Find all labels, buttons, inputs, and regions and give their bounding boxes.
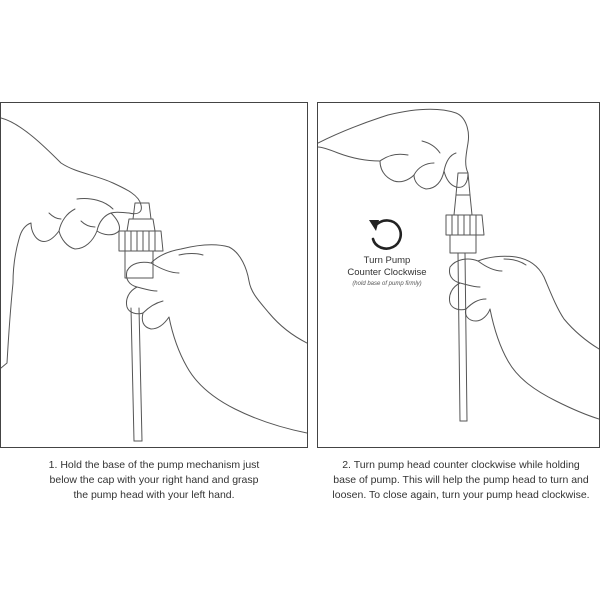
pump-cap — [119, 203, 163, 278]
rotate-label-line-2: Counter Clockwise — [347, 267, 427, 278]
dip-tube — [458, 253, 467, 421]
counter-clockwise-arrow-icon — [365, 214, 407, 254]
step-1-caption-line: below the cap with your right hand and grasp — [49, 474, 259, 486]
upper-hand — [1, 118, 141, 368]
rotate-instruction-label — [327, 255, 447, 289]
step-2-caption-line: 2. Turn pump head counter clockwise while holding — [342, 459, 580, 471]
step-1-illustration-panel — [0, 102, 308, 448]
lower-hand — [126, 245, 307, 433]
rotate-label-line-1: Turn Pump — [363, 255, 411, 266]
step-1-caption-line: 1. Hold the base of the pump mechanism just — [48, 459, 260, 471]
step-2-caption — [322, 458, 600, 503]
upper-hand — [318, 109, 469, 189]
step-1-caption — [18, 458, 290, 503]
step-1-illustration — [1, 103, 307, 447]
step-2-caption-line: loosen. To close again, turn your pump head clockwise. — [332, 489, 590, 501]
step-2-caption-line: base of pump. This will help the pump head to turn and — [333, 474, 589, 486]
rotate-label-note: (hold base of pump firmly) — [352, 281, 422, 287]
lower-hand — [449, 256, 599, 419]
dip-tube — [131, 308, 142, 441]
step-1-caption-line: the pump head with your left hand. — [73, 489, 235, 501]
